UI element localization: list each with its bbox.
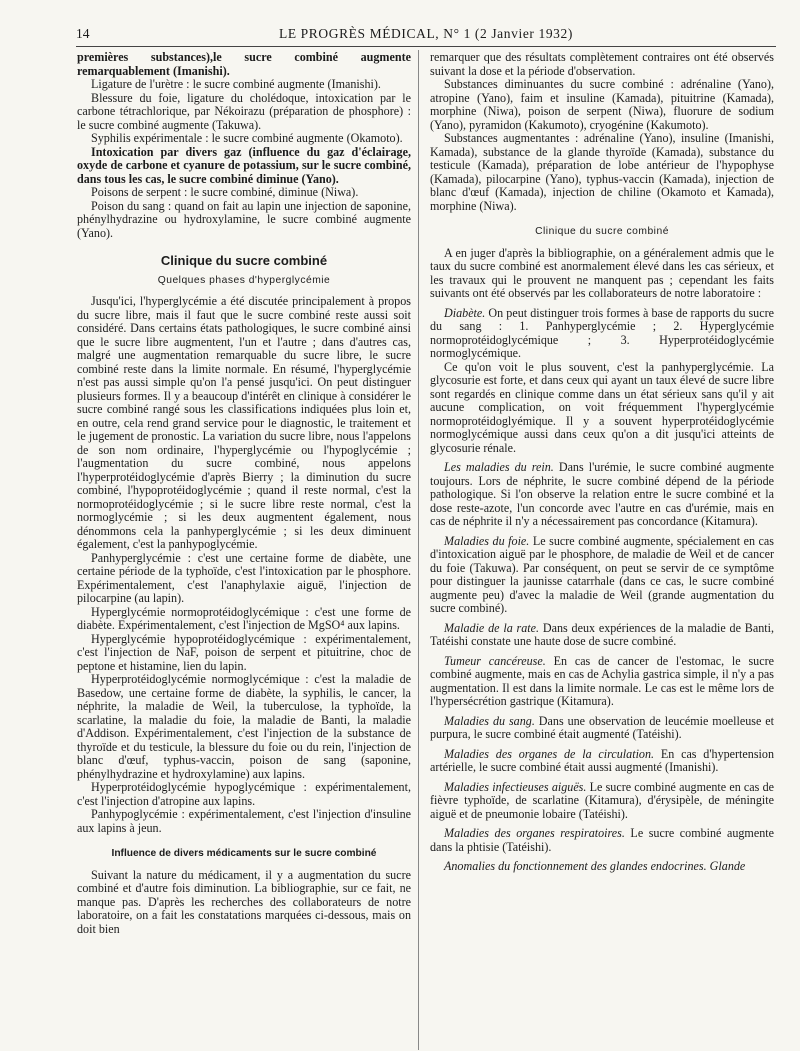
- paragraph: Hyperprotéidoglycémie normoglycémique : c'est la maladie de Basedow, une certaine forme de diabète, la syphilis, le cancer, la néphrite, la maladie de Weil, la tuberculose, la typhoïde, la scarlatine, la maladie du foie, la maladie de Banti, la maladie d'Addison. Expérimentalement, c'est l'injection de la substance de thyroïde et du testicule, la blessure du foie ou du rein, l'injection de blanc d'œuf, typhus-vaccin, poison de sang (saponine, phénylhydrazine et hydroxylamine) aux lapins.: [77, 672, 411, 781]
- page-number: 14: [76, 26, 90, 41]
- section-heading: Clinique du sucre combiné: [535, 226, 669, 237]
- paragraph: Maladies des organes respiratoires. Le sucre combiné augmente dans la phtisie (Tatéishi).: [430, 826, 774, 854]
- paragraph: Substances augmentantes : adrénaline (Yano), insuline (Imanishi, Kamada), substance de la glande thyroïde (Kamada), substance du testicule (Kamada), préparation de lobe antérieur de l'hypophyse (Kamada), pilocarpine (Yano), typhus-vaccin (Kamada), injection de blanc d'œuf (Kamada), injection de chiline (Okamoto et Kamada), morphine (Niwa).: [430, 131, 774, 213]
- paragraph: Ligature de l'urètre : le sucre combiné augmente (Imanishi).: [91, 77, 381, 91]
- subsection-heading: Influence de divers médicaments sur le sucre combiné: [111, 848, 377, 859]
- right-column: [430, 51, 774, 874]
- paragraph: Tumeur cancéreuse. En cas de cancer de l'estomac, le sucre combiné augmente, mais en cas de Achylia gastrica simple, il n'y a pas augmentation. Il est dans la limite normale. Le cas est le même lors de l'hypersécrétion gastrique (Kitamura).: [430, 653, 774, 708]
- paragraph: Maladies des organes de la circulation. En cas d'hypertension artérielle, le sucre combiné était aussi augmenté (Imanishi).: [430, 746, 774, 774]
- paragraph: premières substances),le sucre combiné augmente remarquablement (Imanishi).: [77, 50, 411, 78]
- paragraph: Substances diminuantes du sucre combiné : adrénaline (Yano), atropine (Yano), faim et insuline (Kamada), pituitrine (Kamada), morphine (Niwa), poison de serpent (Niwa), fluorure de sodium (Yano), pyramidon (Kakumoto), cryogénine (Kakumoto).: [430, 77, 774, 132]
- paragraph: Diabète. On peut distinguer trois formes à base de rapports du sucre du sang : 1. Panhyperglycémie ; 2. Hyperglycémie normoprotéidoglycémique ; 3. Hyperprotéidoglycémie normoglycémique.: [430, 305, 774, 360]
- paragraph: Les maladies du rein. Dans l'urémie, le sucre combiné augmente toujours. Lors de néphrite, le sucre combiné dépend de la période pathologique. Si l'on observe la relation entre le sucre combiné et la dose reste-azote, l'un concorde avec l'autre en cas d'urémie, mais en cas de néphrite il n'y a nécessairement pas concordance (Kitamura).: [430, 460, 774, 528]
- column-divider: [418, 50, 419, 1050]
- paragraph: Intoxication par divers gaz (influence du gaz d'éclairage, oxyde de carbone et cyanure de potassium, sur le sucre combiné, dans tous les cas, le sucre combiné diminue (Yano).: [77, 144, 411, 186]
- subsection-heading: Quelques phases d'hyperglycémie: [157, 274, 331, 286]
- paragraph: Anomalies du fonctionnement des glandes endocrines. Glande: [444, 859, 746, 873]
- paragraph: Panhypoglycémie : expérimentalement, c'est l'injection d'insuline aux lapins à jeun.: [77, 807, 411, 835]
- running-header: [76, 25, 776, 43]
- header-rule: [76, 46, 776, 47]
- paragraph: Suivant la nature du médicament, il y a augmentation du sucre combiné et d'autre fois diminution. La bibliographie, sur ce fait, ne manque pas. D'après les recherches des collaborateurs de notre laboratoire, on a fait les constatations marquées ci-dessous, mais on doit bien: [77, 867, 411, 936]
- paragraph: Hyperglycémie hypoprotéidoglycémique : expérimentalement, c'est l'injection de NaF, poison de serpent et pituitrine, choc de peptone et histamine, lien du lapin.: [77, 631, 411, 673]
- paragraph: Hyperprotéidoglycémie hypoglycémique : expérimentalement, c'est l'injection d'atropine aux lapins.: [77, 780, 411, 808]
- paragraph: Maladie de la rate. Dans deux expériences de la maladie de Banti, Tatéishi constate une haute dose de sucre combiné.: [430, 620, 775, 648]
- paragraph: remarquer que des résultats complètement contraires ont été observés suivant la dose et la période d'observation.: [430, 50, 774, 78]
- paragraph: Maladies du foie. Le sucre combiné augmente, spécialement en cas d'intoxication aiguë par le phosphore, de maladie de Weil et de cancer du foie (Takuwa). Par conséquent, on peut se servir de ce symptôme pour distinguer la jaunisse catarrhale (dans ce cas, le sucre combiné augmente peu) d'avec la maladie de Weil (grande augmentation du sucre combiné).: [430, 533, 774, 615]
- paragraph: Syphilis expérimentale : le sucre combiné augmente (Okamoto).: [91, 131, 403, 145]
- paragraph: Hyperglycémie normoprotéidoglycémique : c'est une forme de diabète. Expérimentalement, c'est l'injection de MgSO⁴ aux lapins.: [77, 604, 411, 632]
- journal-title: LE PROGRÈS MÉDICAL, N° 1 (2 Janvier 1932): [279, 26, 573, 41]
- section-heading: Clinique du sucre combiné: [160, 253, 328, 268]
- paragraph: Poison du sang : quand on fait au lapin une injection de saponine, phénylhydrazine ou hydroxylamine, le sucre combiné augmente (Yano).: [77, 198, 411, 240]
- paragraph: Blessure du foie, ligature du cholédoque, intoxication par le carbone tétrachlorique, par Nékoirazu (préparation de phosphore) : le sucre combiné augmente (Takuwa).: [77, 90, 411, 132]
- paragraph: Maladies du sang. Dans une observation de leucémie moelleuse et purpura, le sucre combiné était augmenté (Tatéishi).: [430, 713, 774, 741]
- paragraph: Maladies infectieuses aiguës. Le sucre combiné augmente en cas de fièvre typhoïde, de scarlatine (Kitamura), d'érysipèle, de méningite aiguë et de pneumonie lobaire (Tatéishi).: [430, 779, 774, 821]
- paragraph: A en juger d'après la bibliographie, on a généralement admis que le taux du sucre combiné est anormalement élevé dans les cas sérieux, et les travaux qui le prouvent ne manquent pas ; cependant les faits suivants ont été observés par les collaborateurs de notre laboratoire :: [430, 245, 774, 300]
- left-column: [77, 51, 411, 936]
- paragraph: Ce qu'on voit le plus souvent, c'est la panhyperglycémie. La glycosurie est forte, et dans ceux qui ayant un taux élevé de sucre libre sont regardés en clinique comme dans un état sérieux sans qu'il y ait aucune complication, on voit fréquemment l'hyperglycémie normoprotéidoglyémique. Il y a souvent hyperprotéidoglycémie normoglycémique aussi dans ceux qu'on a dit jusqu'ici atteints de glycosurie rénale.: [430, 359, 774, 455]
- paragraph: Panhyperglycémie : c'est une certaine forme de diabète, une certaine période de la typhoïde, c'est l'intoxication par le phosphore. Expérimentalement, c'est l'anaphylaxie aiguë, l'injection de pilocarpine (au lapin).: [77, 550, 411, 605]
- paragraph: Jusqu'ici, l'hyperglycémie a été discutée principalement à propos du sucre libre, mais il faut que le sucre combiné reste aussi soit considéré. Dans certains états pathologiques, le sucre combiné ainsi que le sucre libre augmentent, l'un et l'autre ; dans d'autres cas, malgré une augmentation remarquable du sucre libre, le sucre combiné reste dans la limite normale. En résumé, l'hyperglycémie n'est pas aussi simple qu'on l'a pensé jusqu'ici. On peut distinguer plusieurs formes. Il y a beaucoup d'intérêt en clinique à considérer le sucre combiné rangé sous les classifications indiquées plus loin et, en outre, cela rend grand service pour le diagnostic, le traitement et le jugement de pronostic. La variation du sucre libre, nous l'appelons de son nom ordinaire, l'hyperglycémie ou l'hypoglycémie ; l'augmentation du sucre combiné, nous appelons l'hyperprotéidoglycémie d'après Bierry ; la diminution du sucre combiné, l'hypoprotéidoglycémie ; quand il reste normal, c'est la normoprotéidoglycémie ; si le sucre libre reste normal, c'est la normoglycémie ; si les deux augmentent également, nous dénommons cela la panhyperglycémie ; si les deux diminuent également, c'est la panhypoglycémie.: [77, 294, 411, 551]
- paragraph: Poisons de serpent : le sucre combiné, diminue (Niwa).: [91, 185, 359, 199]
